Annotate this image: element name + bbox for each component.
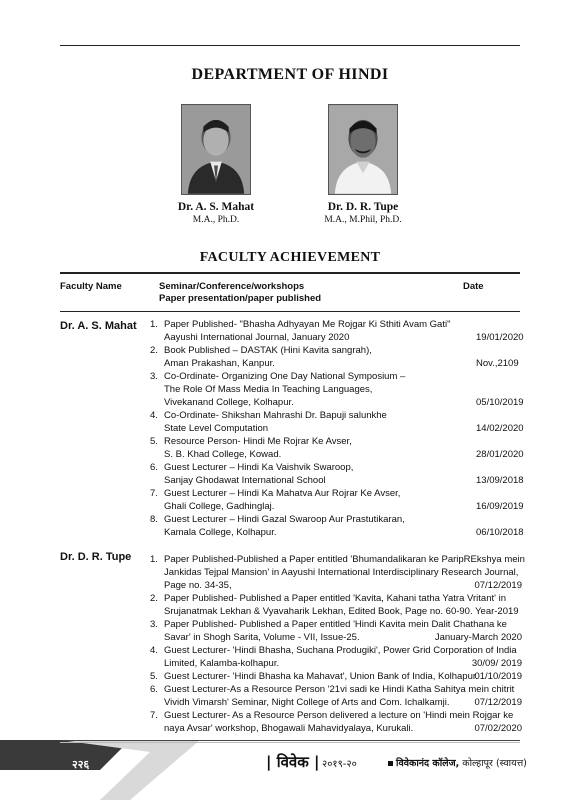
college-name: विवेकानंद कॉलेज, — [396, 758, 460, 769]
list-item — [150, 318, 522, 344]
faculty-name-2: Dr. D. R. Tupe — [327, 201, 399, 213]
footer-year: २०१९-२० — [322, 759, 357, 770]
item-text: Srujanatmak Lekhan & Vyavaharik Lekhan, Edited Book, Page no. 60-90. Year-2019 — [164, 606, 519, 617]
item-text-line — [164, 331, 522, 344]
item-text: Jankidas Tejpal Mansion' in Aayushi International Interdisciplinary Research Journal, — [164, 567, 519, 578]
item-text-line — [164, 370, 522, 383]
achievement-list-tupe — [150, 553, 525, 735]
item-text: Guest Lecturer – Hindi Ka Mahatva Aur Rojrar Ke Avser, — [164, 488, 401, 499]
item-number: 1. — [150, 554, 158, 565]
item-number: 6. — [150, 462, 158, 473]
item-text: Vividh Vimarsh' Seminar, Night College of Arts and Com. Ichalkamji. — [164, 697, 450, 708]
item-text: Sanjay Ghodawat International School — [164, 475, 326, 486]
list-item — [150, 592, 522, 618]
item-text: Kamala College, Kolhapur. — [164, 527, 277, 538]
list-item — [150, 370, 522, 409]
item-text: S. B. Khad College, Kowad. — [164, 449, 282, 460]
item-date: Nov.,2109 — [476, 358, 519, 369]
item-number: 5. — [150, 671, 158, 682]
item-text: Savar' in Shogh Sarita, Volume - VII, Issue-25. — [164, 632, 360, 643]
portrait-icon — [182, 105, 250, 194]
top-rule — [60, 45, 520, 46]
list-item — [150, 670, 522, 683]
item-text-line — [164, 344, 522, 357]
list-item — [150, 513, 522, 539]
portrait-icon — [329, 105, 397, 194]
item-text: Guest Lecturer-As a Resource Person '21vi sadi ke Hindi Katha Sahitya mein chitrit — [164, 684, 515, 695]
item-number: 6. — [150, 684, 158, 695]
item-text-line — [164, 526, 522, 539]
item-text-line — [164, 396, 522, 409]
item-text: Paper Published-Published a Paper entitled 'Bhumandalikaran ke ParipREkshya mein — [164, 554, 525, 565]
item-text-line — [164, 409, 522, 422]
item-text-line — [164, 487, 522, 500]
item-text-line — [164, 722, 522, 735]
item-text: Guest Lecturer- 'Hindi Bhasha ka Mahavat', Union Bank of India, Kolhapur. — [164, 671, 479, 682]
item-text-line — [164, 500, 522, 513]
item-number: 8. — [150, 514, 158, 525]
magazine-name: विवेक — [276, 753, 309, 771]
item-text: Limited, Kalamba-kolhapur. — [164, 658, 280, 669]
faculty-photo-mahat — [181, 104, 251, 195]
item-date: 05/10/2019 — [476, 397, 524, 408]
column-header-seminar-line-1: Seminar/Conference/workshops — [159, 281, 305, 292]
department-title: DEPARTMENT OF HINDI — [191, 66, 389, 83]
achievement-title: FACULTY ACHIEVEMENT — [199, 250, 381, 265]
faculty-qualification-1: M.A., Ph.D. — [192, 215, 240, 225]
item-text-line — [164, 579, 522, 592]
item-number: 5. — [150, 436, 158, 447]
item-date: 30/09/ 2019 — [471, 658, 522, 669]
item-text: Co-Ordinate- Organizing One Day National Symposium – — [164, 371, 406, 382]
item-text-line — [164, 618, 522, 631]
item-number: 7. — [150, 488, 158, 499]
item-text-line — [164, 513, 522, 526]
item-number: 4. — [150, 645, 158, 656]
achievement-list-mahat — [150, 318, 522, 539]
item-number: 2. — [150, 593, 158, 604]
item-text-line — [164, 644, 522, 657]
item-text: Guest Lecturer – Hindi Ka Vaishvik Swaroop, — [164, 462, 354, 473]
footer-college — [388, 756, 527, 769]
item-text: Paper Published- Published a Paper entitled 'Hindi Kavita mein Dalit Chathana ke — [164, 619, 507, 630]
item-text: Paper Published- "Bhasha Adhyayan Me Rojgar Ki Sthiti Avam Gati" — [164, 319, 451, 330]
footer-rule — [60, 740, 520, 741]
list-item — [150, 344, 522, 370]
item-text-line — [164, 631, 522, 644]
item-date: January-March 2020 — [434, 632, 522, 643]
item-text-line — [164, 474, 522, 487]
column-header-seminar-line-2: Paper presentation/paper published — [159, 293, 322, 304]
item-text: Guest Lecturer- 'Hindi Bhasha, Suchana Produgiki', Power Grid Corporation of India — [164, 645, 517, 656]
item-number: 3. — [150, 619, 158, 630]
list-item — [150, 709, 522, 735]
item-text-line — [164, 318, 522, 331]
list-item — [150, 618, 522, 644]
item-text-line — [164, 592, 522, 605]
faculty-row-name-tupe: Dr. D. R. Tupe — [60, 551, 132, 563]
item-text-line — [164, 383, 522, 396]
list-item — [150, 435, 522, 461]
item-date: 01/10/2019 — [474, 671, 522, 682]
item-text: Guest Lecturer – Hindi Gazal Swaroop Aur Prastutikaran, — [164, 514, 405, 525]
item-date: 14/02/2020 — [476, 423, 524, 434]
magazine-logo: | विवेक | — [266, 753, 320, 771]
item-text-line — [164, 461, 522, 474]
item-date: 13/09/2018 — [476, 475, 524, 486]
item-text-line — [164, 709, 522, 722]
list-item — [150, 409, 522, 435]
item-text-line — [164, 605, 522, 618]
item-date: 28/01/2020 — [476, 449, 524, 460]
item-text: naya Avsar' workshop, Bhogawali Mahavidyalaya, Kurukali. — [164, 723, 414, 734]
faculty-row-name-mahat: Dr. A. S. Mahat — [60, 320, 137, 332]
item-date: 19/01/2020 — [476, 332, 524, 343]
column-header-date: Date — [463, 281, 484, 292]
item-text: Page no. 34-35, — [164, 580, 232, 591]
footer-rule-light — [60, 742, 520, 743]
item-text-line — [164, 670, 522, 683]
footer-band — [0, 740, 200, 800]
item-text-line — [164, 566, 522, 579]
faculty-photo-tupe — [328, 104, 398, 195]
item-text: Aayushi International Journal, January 2020 — [164, 332, 350, 343]
item-date: 07/02/2020 — [474, 723, 522, 734]
item-text: Guest Lecturer- As a Resource Person delivered a lecture on 'Hindi mein Rojgar ke — [164, 710, 514, 721]
faculty-qualification-2: M.A., M.Phil, Ph.D. — [324, 215, 402, 225]
item-text-line — [164, 448, 522, 461]
item-text-line — [164, 683, 522, 696]
item-date: 07/12/2019 — [474, 697, 522, 708]
item-text: Book Published – DASTAK (Hini Kavita sangrah), — [164, 345, 372, 356]
item-date: 07/12/2019 — [474, 580, 522, 591]
page-number: २२६ — [72, 758, 90, 771]
table-header-rule — [60, 311, 520, 312]
item-text: Ghali College, Gadhinglaj. — [164, 501, 275, 512]
college-place: कोल्हापूर (स्वायत्त) — [462, 758, 527, 769]
column-header-seminar — [159, 281, 321, 305]
item-number: 2. — [150, 345, 158, 356]
item-number: 4. — [150, 410, 158, 421]
item-text: Resource Person- Hindi Me Rojrar Ke Avser, — [164, 436, 352, 447]
item-text-line — [164, 435, 522, 448]
item-text-line — [164, 422, 522, 435]
item-text-line — [164, 357, 522, 370]
item-date: 16/09/2019 — [476, 501, 524, 512]
list-item — [150, 683, 522, 709]
item-number: 7. — [150, 710, 158, 721]
faculty-name-1: Dr. A. S. Mahat — [177, 201, 255, 213]
list-item — [150, 553, 525, 592]
item-text: State Level Computation — [164, 423, 269, 434]
column-header-faculty-name: Faculty Name — [60, 281, 122, 292]
item-text: Aman Prakashan, Kanpur. — [164, 358, 275, 369]
list-item — [150, 487, 522, 513]
list-item — [150, 644, 522, 670]
list-item — [150, 461, 522, 487]
table-top-rule — [60, 272, 520, 274]
item-text-line — [164, 657, 522, 670]
item-text: The Role Of Mass Media In Teaching Languages, — [164, 384, 373, 395]
item-number: 3. — [150, 371, 158, 382]
item-text: Paper Published- Published a Paper entitled 'Kavita, Kahani tatha Yatra Vritant' in — [164, 593, 506, 604]
item-text: Co-Ordinate- Shikshan Mahrashi Dr. Bapuji salunkhe — [164, 410, 387, 421]
item-date: 06/10/2018 — [476, 527, 524, 538]
item-number: 1. — [150, 319, 158, 330]
item-text-line — [164, 553, 525, 566]
square-bullet-icon — [388, 761, 393, 766]
item-text: Vivekanand College, Kolhapur. — [164, 397, 294, 408]
item-text-line — [164, 696, 522, 709]
